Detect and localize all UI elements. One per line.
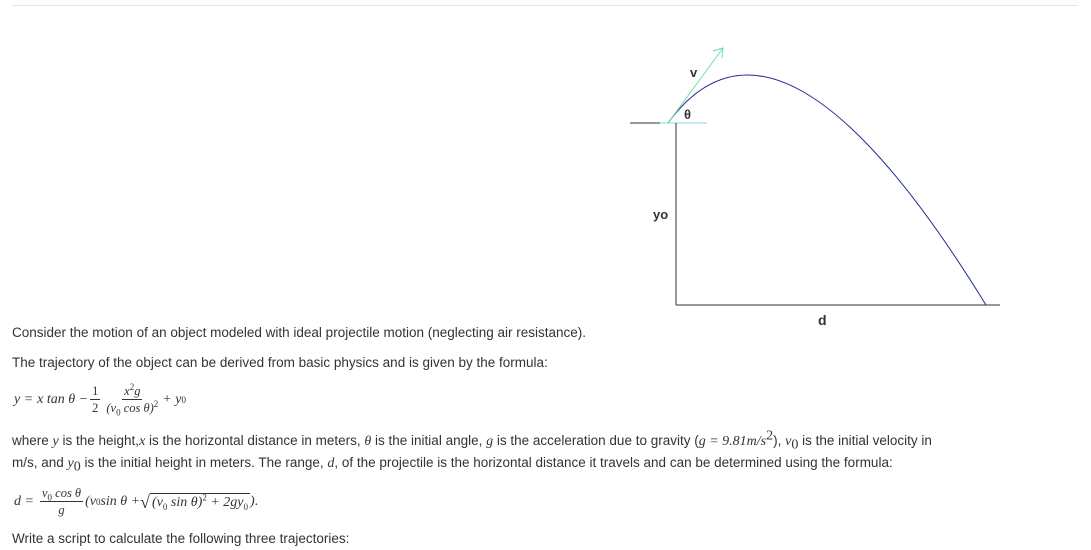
trajectory-equation: y = x tan θ − $\frac{1}{2}$ $\frac{x^2g}{(v_0 \cos \theta)^2}$ + y 0 (14, 381, 186, 418)
half-fraction: $\frac{1}{2}$ (92, 384, 99, 415)
projectile-diagram (600, 30, 1020, 340)
intro-paragraph: Consider the motion of an object modeled with ideal projectile motion (neglecting air resistance). (12, 325, 587, 340)
trajectory-intro-paragraph: The trajectory of the object can be derived from basic physics and is given by the formula: (12, 355, 548, 370)
instruction-paragraph: Write a script to calculate the following three trajectories: (12, 531, 350, 546)
initial-height-label: yo (653, 207, 669, 222)
range-fraction: $\frac{v_0 \cos \theta}{g}$ (41, 486, 82, 517)
velocity-label: v (690, 65, 698, 80)
velocity-vector (668, 48, 723, 123)
range-label: d (818, 312, 827, 328)
where-paragraph-line-1: where y is the height,x is the horizontal distance in meters, θ is the initial angle, g is the acceleration due to gravity $(g = 9.81m/s^2)$, $v_0$ is the initial velocity in (12, 428, 932, 453)
range-equation: d = $\frac{v_0 \cos \theta}{g}$ (v 0 sin θ + √ ($v_0$ $\sin \theta)^2 + 2gy_0$ ) . (14, 486, 259, 517)
angle-label: θ (684, 107, 692, 122)
square-root: √ ($v_0$ $\sin \theta)^2 + 2gy_0$ (140, 491, 248, 512)
top-divider (12, 5, 1078, 6)
trajectory-fraction: $\frac{x^2g}{(v_0 \cos \theta)^2}$ (106, 381, 159, 418)
trajectory-curve (668, 75, 986, 305)
where-paragraph-line-2: m/s, and $y_0$ is the initial height in meters. The range, d, of the projectile is the horizontal distance it travels and can be determined using the formula: (12, 455, 893, 475)
